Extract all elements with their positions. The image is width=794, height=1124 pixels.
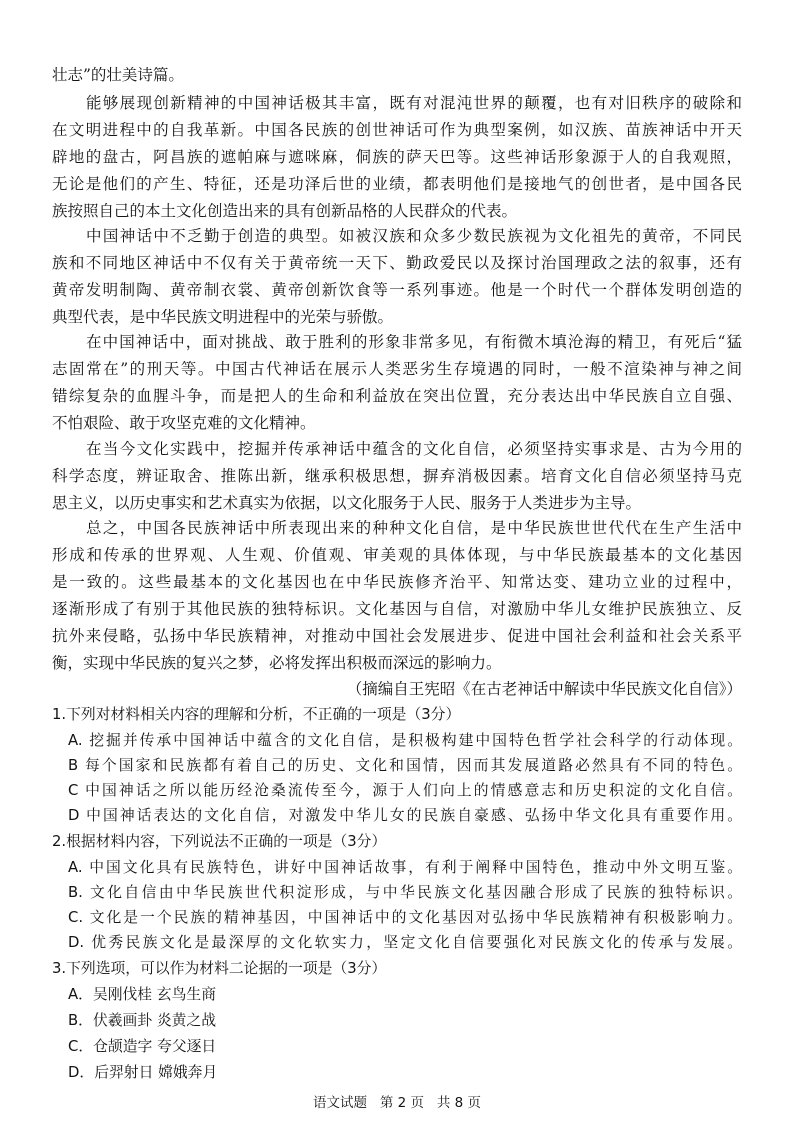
option-b[interactable]: B. 文化自信由中华民族世代积淀形成，与中华民族文化基因融合形成了民族的独特标识。 (68, 884, 742, 901)
option-a[interactable]: A．吴刚伐桂 玄鸟生商 (68, 986, 216, 1003)
passage-line: 壮志”的壮美诗篇。 (52, 66, 184, 84)
passage-line: 族按照自己的本土文化创造出来的具有创新品格的人民群众的代表。 (52, 202, 518, 220)
option-c[interactable]: C．仓颉造字 夸父逐日 (68, 1038, 217, 1055)
passage-line: 逐渐形成了有别于其他民族的独特标识。文化基因与自信，对激励中华儿女维护民族独立、反 (52, 600, 742, 618)
passage-line: 衡，实现中华民族的复兴之梦，必将发挥出积极而深远的影响力。 (52, 654, 502, 672)
option-c[interactable]: C 中国神话之所以能历经沧桑流传至今，源于人们向上的情感意志和历史积淀的文化自信。 (68, 782, 742, 799)
passage-line: 总之，中国各民族神话中所表现出来的种种文化自信，是中华民族世世代代在生产生活中 (86, 519, 742, 537)
question-stem: 1.下列对材料相关内容的理解和分析，不正确的一项是（3分） (52, 706, 461, 723)
passage-line: 黄帝发明制陶、黄帝制衣裳、黄帝创新饮食等一系列事迹。他是一个时代一个群体发明创造的 (52, 281, 742, 299)
question-stem: 2.根据材料内容，下列说法不正确的一项是（3分） (52, 833, 387, 850)
passage-line: 中国神话中不乏勤于创造的典型。如被汉族和众多少数民族视为文化祖先的黄帝，不同民 (86, 227, 742, 245)
passage-line: 在中国神话中，面对挑战、敢于胜利的形象非常多见，有衔微木填沧海的精卫，有死后“猛 (86, 333, 742, 351)
passage-line: 是一致的。这些最基本的文化基因也在中华民族修齐治平、知常达变、建功立业的过程中， (52, 573, 742, 591)
option-a[interactable]: A. 中国文化具有民族特色，讲好中国神话故事，有利于阐释中国特色，推动中外文明互鉴。 (68, 859, 742, 876)
passage-line: 能够展现创新精神的中国神话极其丰富，既有对混沌世界的颠覆，也有对旧秩序的破除和 (86, 94, 742, 112)
option-d[interactable]: D．后羿射日 嫦娥奔月 (68, 1064, 218, 1081)
passage-line: 无论是他们的产生、特征，还是功泽后世的业绩，都表明他们是接地气的创世者，是中国各民 (52, 175, 742, 193)
passage-line: 辟地的盘古，阿昌族的遮帕麻与遮咪麻，侗族的萨天巴等。这些神话形象源于人的自我观照， (52, 148, 742, 166)
passage-line: 在文明进程中的自我革新。中国各民族的创世神话可作为典型案例，如汉族、苗族神话中开天 (52, 121, 742, 139)
option-b[interactable]: B．伏羲画卦 炎黄之战 (68, 1012, 217, 1029)
passage-line: 典型代表，是中华民族文明进程中的光荣与骄傲。 (52, 308, 394, 326)
option-d[interactable]: D. 优秀民族文化是最深厚的文化软实力，坚定文化自信要强化对民族文化的传承与发展。 (68, 934, 742, 951)
page-footer: 语文试题 第 2 页 共 8 页 (312, 1095, 482, 1111)
question-stem: 3.下列选项，可以作为材料二论据的一项是（3分） (52, 960, 387, 977)
passage-line: 不怕艰险、敢于攻坚克难的文化精神。 (52, 414, 316, 432)
passage-line: 抗外来侵略，弘扬中华民族精神，对推动中国社会发展进步、促进中国社会利益和社会关系平 (52, 627, 742, 645)
passage-line: 志固常在”的刑天等。中国古代神话在展示人类恶劣生存境遇的同时，一般不渲染神与神之间 (52, 360, 742, 378)
passage-line: 错综复杂的血腥斗争，而是把人的生命和利益放在突出位置，充分表达出中华民族自立自强、 (52, 387, 742, 405)
passage-line: 科学态度，辨证取舍、推陈出新，继承积极思想，摒弃消极因素。培育文化自信必须坚持马克 (52, 467, 742, 485)
option-b[interactable]: B 每个国家和民族都有着自己的历史、文化和国情，因而其发展道路必然具有不同的特色。 (68, 757, 742, 774)
option-d[interactable]: D 中国神话表达的文化自信，对激发中华儿女的民族自豪感、弘扬中华文化具有重要作用。 (68, 807, 742, 824)
passage-line: 族和不同地区神话中不仅有关于黄帝统一天下、勤政爱民以及探讨治国理政之法的叙事，还有 (52, 254, 742, 272)
option-a[interactable]: A. 挖掘并传承中国神话中蕴含的文化自信，是积极构建中国特色哲学社会科学的行动体现。 (68, 732, 742, 749)
passage-line: 思主义，以历史事实和艺术真实为依据，以文化服务于人民、服务于人类进步为主导。 (52, 494, 642, 512)
passage-line: 在当今文化实践中，挖掘并传承神话中蕴含的文化自信，必须坚持实事求是、古为今用的 (86, 440, 742, 458)
option-c[interactable]: C. 文化是一个民族的精神基因，中国神话中的文化基因对弘扬中华民族精神有积极影响力。 (68, 909, 742, 926)
passage-source: （摘编自王宪昭《在古老神话中解读中华民族文化自信》） (346, 680, 742, 698)
passage-line: 形成和传承的世界观、人生观、价值观、审美观的具体体现，与中华民族最基本的文化基因 (52, 546, 742, 564)
